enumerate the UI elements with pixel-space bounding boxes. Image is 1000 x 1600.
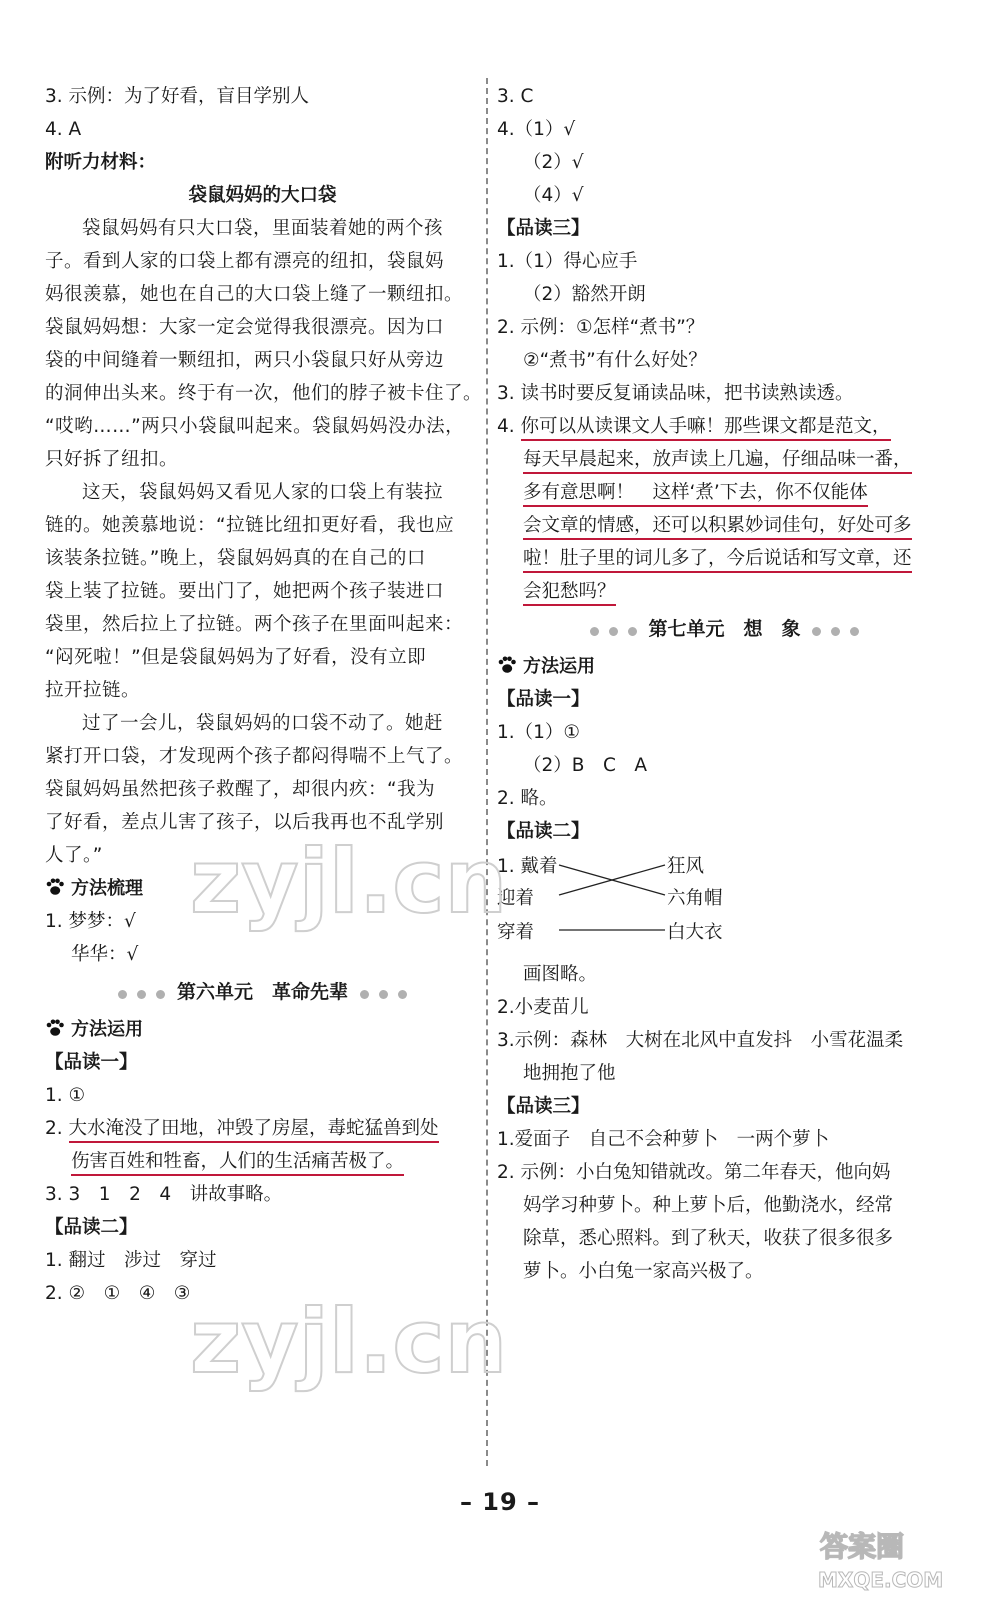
watermark: MXQE.COM: [818, 1568, 944, 1592]
story-line: 该装条拉链。”晚上，袋鼠妈妈真的在自己的口: [45, 548, 426, 569]
match-left-item: 迎着: [497, 888, 535, 909]
answer-line: 地拥抱了他: [523, 1063, 616, 1084]
paw-icon: [45, 878, 65, 896]
answer-number: 2.: [45, 1118, 69, 1139]
answer-line: 4.（1）√: [497, 119, 576, 140]
answer-line: 3.示例：森林 大树在北风中直发抖 小雪花温柔: [497, 1030, 904, 1051]
answer-line: 3. 读书时要反复诵读品味，把书读熟读透。: [497, 383, 854, 404]
story-line: 人了。”: [45, 845, 103, 866]
story-line: “闷死啦！”但是袋鼠妈妈为了好看，没有立即: [45, 647, 427, 668]
dots-decoration: [113, 972, 170, 1014]
dots-decoration: [585, 609, 642, 651]
story-line: 袋上装了拉链。要出门了，她把两个孩子装进口: [45, 581, 445, 602]
answer-line: 萝卜。小白兔一家高兴极了。: [523, 1261, 764, 1282]
underlined-answer: 啦！肚子里的词儿多了，今后说话和写文章，还: [523, 548, 912, 573]
answer-line: 2. ② ① ④ ③: [45, 1283, 191, 1304]
story-line: 这天，袋鼠妈妈又看见人家的口袋上有装拉: [82, 482, 444, 503]
answer-line: 妈学习种萝卜。种上萝卜后，他勤浇水，经常: [523, 1195, 894, 1216]
underlined-answer: 会犯愁吗？: [523, 581, 616, 606]
story-line: 过了一会儿，袋鼠妈妈的口袋不动了。她赶: [82, 713, 444, 734]
story-line: 袋鼠妈妈虽然把孩子救醒了，却很内疚：“我为: [45, 779, 436, 800]
answer-line: [497, 443, 952, 476]
watermark: 答案圈: [820, 1530, 905, 1563]
match-right-item: 六角帽: [667, 888, 723, 909]
underlined-answer: 会文章的情感，还可以积累妙词佳句，好处可多: [523, 515, 912, 540]
answer-line: 除草，悉心照料。到了秋天，收获了很多很多: [523, 1228, 894, 1249]
underlined-answer: 每天早晨起来，放声读上几遍，仔细品味一番，: [523, 449, 912, 474]
answer-line: 1. 梦梦：√: [45, 911, 136, 932]
answer-line: 1.爱面子 自己不会种萝卜 一两个萝卜: [497, 1129, 830, 1150]
answer-line: （4）√: [523, 185, 584, 206]
answer-line: 华华：√: [71, 944, 139, 965]
answer-line: 2.小麦苗儿: [497, 997, 589, 1018]
answer-line: 2. 示例：①怎样“煮书”？: [497, 317, 705, 338]
answer-line: 1. 翻过 涉过 穿过: [45, 1250, 217, 1271]
left-column: [45, 80, 483, 1310]
answer-line: 3. C: [497, 86, 534, 107]
answer-number: 4.: [497, 416, 521, 437]
unit-title: 第七单元 想 象: [648, 618, 801, 640]
watermark: zyjl.cn: [190, 830, 508, 933]
page-number: – 19 –: [459, 1488, 541, 1516]
story-line: 袋鼠妈妈想：大家一定会觉得我很漂亮。因为口: [45, 317, 445, 338]
underlined-answer: 大水淹没了田地，冲毁了房屋，毒蛇猛兽到处: [69, 1118, 439, 1143]
story-title: 袋鼠妈妈的大口袋: [188, 185, 337, 206]
unit-heading: [45, 971, 480, 1013]
story-line: 的洞伸出头来。终于有一次，他们的脖子被卡住了。: [45, 383, 483, 404]
story-line: 袋的中间缝着一颗纽扣，两只小袋鼠只好从旁边: [45, 350, 445, 371]
answer-line: 3. 示例：为了好看，盲目学别人: [45, 86, 310, 107]
watermark: zyjl.cn: [190, 1290, 508, 1393]
underlined-answer: 多有意思啊！ 这样‘煮’下去，你不仅能体: [523, 482, 868, 507]
section-title: 方法梳理: [71, 878, 143, 899]
answer-line: 3. 3 1 2 4 讲故事略。: [45, 1184, 283, 1205]
section-title: 方法运用: [71, 1019, 143, 1040]
answer-line: 2. 略。: [497, 788, 558, 809]
story-line: 只好拆了纽扣。: [45, 449, 179, 470]
story-line: 拉开拉链。: [45, 680, 141, 701]
story-line: 妈很羡慕，她也在自己的大口袋上缝了一颗纽扣。: [45, 284, 464, 305]
answer-line: [497, 410, 952, 443]
unit-title: 第六单元 革命先辈: [176, 981, 348, 1003]
answer-line: （2）豁然开朗: [523, 284, 646, 305]
answer-line: 1.（1）得心应手: [497, 251, 638, 272]
section-method-use: [45, 1013, 480, 1046]
answer-line: [45, 1112, 480, 1145]
answer-line: [497, 542, 952, 575]
answer-line: 2. 示例：小白兔知错就改。第二年春天，他向妈: [497, 1162, 891, 1183]
right-column: [497, 80, 952, 1288]
story-line: 袋里，然后拉上了拉链。两个孩子在里面叫起来：: [45, 614, 464, 635]
dots-decoration: [355, 972, 412, 1014]
answer-line: 画图略。: [523, 964, 598, 985]
column-divider: [486, 78, 488, 1466]
section-title: 方法运用: [523, 656, 595, 677]
story-line: 链的。她羡慕地说：“拉链比纽扣更好看，我也应: [45, 515, 455, 536]
subsection-label: 【品读三】: [497, 1096, 590, 1117]
answer-line: （2）B C A: [523, 755, 648, 776]
answer-line: （2）√: [523, 152, 584, 173]
paw-icon: [497, 656, 517, 674]
subsection-label: 【品读二】: [497, 821, 590, 842]
matching-exercise: [497, 848, 952, 958]
story-line: 了好看，差点儿害了孩子，以后我再也不乱学别: [45, 812, 445, 833]
answer-line: [497, 509, 952, 542]
underlined-answer: 伤害百姓和牲畜，人们的生活痛苦极了。: [71, 1151, 404, 1176]
match-right-item: 狂风: [667, 856, 705, 877]
story-line: 子。看到人家的口袋上都有漂亮的纽扣，袋鼠妈: [45, 251, 445, 272]
match-left-item: 1. 戴着: [497, 856, 558, 877]
story-body: [45, 212, 483, 872]
answer-line: 1. ①: [45, 1085, 86, 1106]
subsection-label: 【品读一】: [497, 689, 590, 710]
story-line: 紧打开口袋，才发现两个孩子都闷得喘不上气了。: [45, 746, 464, 767]
match-right-item: 白大衣: [667, 922, 723, 943]
subsection-label: 【品读三】: [497, 218, 590, 239]
paw-icon: [45, 1019, 65, 1037]
listening-material-label: 附听力材料：: [45, 152, 157, 173]
unit-heading: [497, 608, 952, 650]
subsection-label: 【品读一】: [45, 1052, 138, 1073]
answer-line: [45, 1145, 480, 1178]
answer-line: ②“煮书”有什么好处？: [523, 350, 707, 371]
dots-decoration: [807, 609, 864, 651]
section-method-summary: [45, 872, 480, 905]
match-left-item: 穿着: [497, 922, 535, 943]
answer-line: 1.（1）①: [497, 722, 581, 743]
story-line: 袋鼠妈妈有只大口袋，里面装着她的两个孩: [82, 218, 444, 239]
answer-line: 4. A: [45, 119, 82, 140]
answer-line: [497, 575, 952, 608]
answer-line: [497, 476, 952, 509]
section-method-use: [497, 650, 952, 683]
underlined-answer: 你可以从读课文人手嘛！那些课文都是范文，: [521, 416, 891, 441]
story-line: “哎哟……”两只小袋鼠叫起来。袋鼠妈妈没办法，: [45, 416, 465, 437]
subsection-label: 【品读二】: [45, 1217, 138, 1238]
